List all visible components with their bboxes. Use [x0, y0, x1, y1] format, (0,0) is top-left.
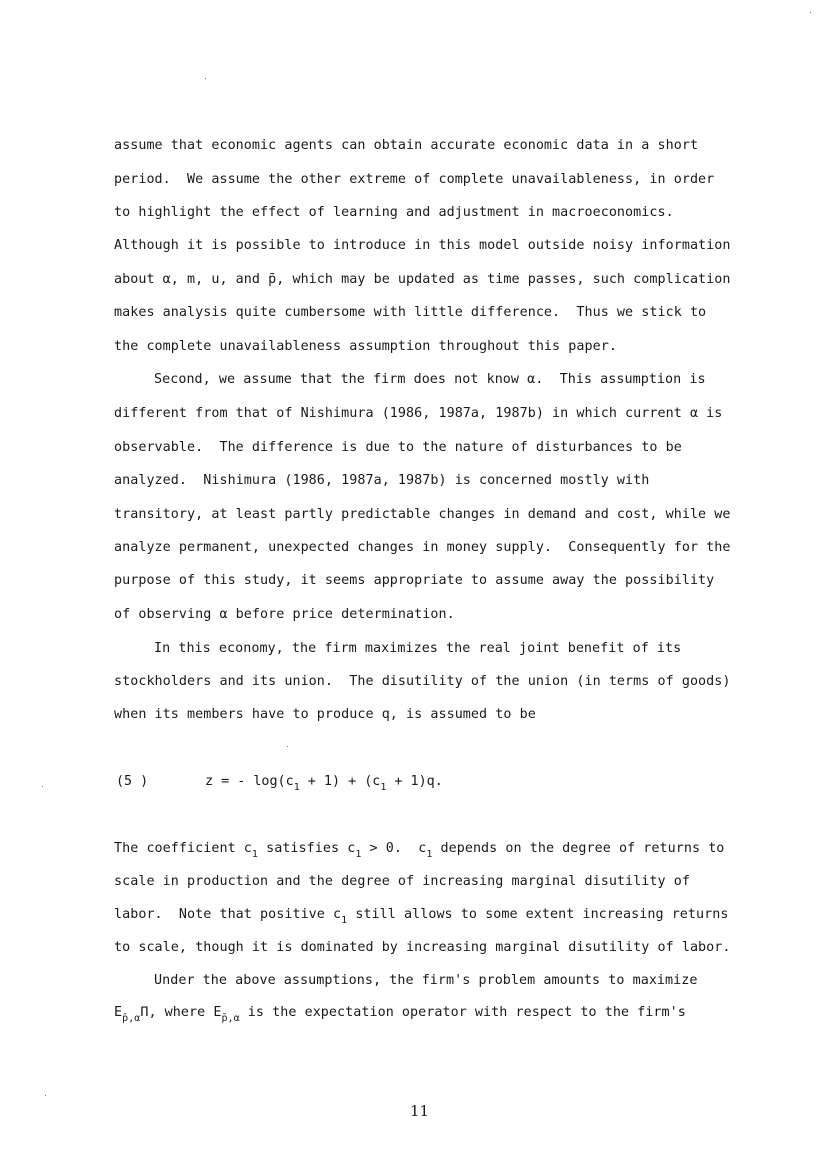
scan-speck — [810, 12, 811, 13]
text-line: Although it is possible to introduce in this model outside noisy information — [114, 238, 731, 253]
subscript: 1 — [251, 849, 258, 860]
equation-part: + 1)q. — [386, 774, 443, 789]
text-line — [114, 907, 728, 924]
text-line: to scale, though it is dominated by increasing marginal disutility of labor. — [114, 940, 731, 955]
text-part: E — [114, 1005, 123, 1020]
text-line: to highlight the effect of learning and adjustment in macroeconomics. — [114, 205, 674, 220]
text-line: purpose of this study, it seems appropriate to assume away the possibility — [114, 573, 715, 588]
scan-speck — [205, 78, 206, 79]
subscript: p̄,α — [122, 1013, 141, 1024]
text-line: assume that economic agents can obtain accurate economic data in a short — [114, 138, 699, 153]
subscript: p̄,α — [221, 1013, 240, 1024]
text-part: > 0. c — [361, 841, 427, 856]
text-line: Second, we assume that the firm does not know α. This assumption is — [154, 372, 706, 387]
text-part: still allows to some extent increasing returns — [347, 907, 729, 922]
text-part: satisfies c — [257, 841, 356, 856]
equation — [205, 774, 443, 793]
text-line: the complete unavailableness assumption throughout this paper. — [114, 339, 617, 354]
subscript: 1 — [426, 849, 433, 860]
text-line: transitory, at least partly predictable changes in demand and cost, while we — [114, 507, 731, 522]
text-line: when its members have to produce q, is assumed to be — [114, 707, 536, 722]
scan-speck — [42, 786, 43, 787]
text-line: makes analysis quite cumbersome with little difference. Thus we stick to — [114, 305, 707, 320]
subscript: 1 — [355, 849, 362, 860]
text-line: about α, m, u, and p̄, which may be updated as time passes, such complication — [114, 272, 731, 287]
text-part: labor. Note that positive c — [114, 907, 342, 922]
equation-number: (5 ) — [116, 774, 149, 789]
subscript: 1 — [293, 782, 300, 793]
text-line: different from that of Nishimura (1986, 1987a, 1987b) in which current α is — [114, 406, 723, 421]
text-line: period. We assume the other extreme of complete unavailableness, in order — [114, 172, 715, 187]
text-line — [114, 1005, 686, 1022]
text-line: observable. The difference is due to the nature of disturbances to be — [114, 440, 682, 455]
subscript: 1 — [380, 782, 387, 793]
text-line — [114, 841, 724, 858]
scan-speck — [45, 1095, 46, 1096]
equation-part: z = - log(c — [205, 774, 294, 789]
equation-part: + 1) + (c — [299, 774, 381, 789]
text-line: analyze permanent, unexpected changes in money supply. Consequently for the — [114, 540, 731, 555]
subscript: 1 — [341, 915, 348, 926]
text-line: analyzed. Nishimura (1986, 1987a, 1987b) is concerned mostly with — [114, 473, 650, 488]
page-number: 11 — [410, 1102, 430, 1120]
text-line: of observing α before price determination. — [114, 607, 455, 622]
text-part: The coefficient c — [114, 841, 252, 856]
text-part: is the expectation operator with respect to the firm's — [239, 1005, 686, 1020]
text-part: depends on the degree of returns to — [432, 841, 725, 856]
text-line: Under the above assumptions, the firm's problem amounts to maximize — [154, 973, 698, 988]
text-line: scale in production and the degree of increasing marginal disutility of — [114, 874, 690, 889]
text-line: In this economy, the firm maximizes the real joint benefit of its — [154, 641, 682, 656]
text-part: Π, where E — [140, 1005, 222, 1020]
text-line: stockholders and its union. The disutility of the union (in terms of goods) — [114, 674, 731, 689]
scan-speck — [287, 746, 288, 747]
